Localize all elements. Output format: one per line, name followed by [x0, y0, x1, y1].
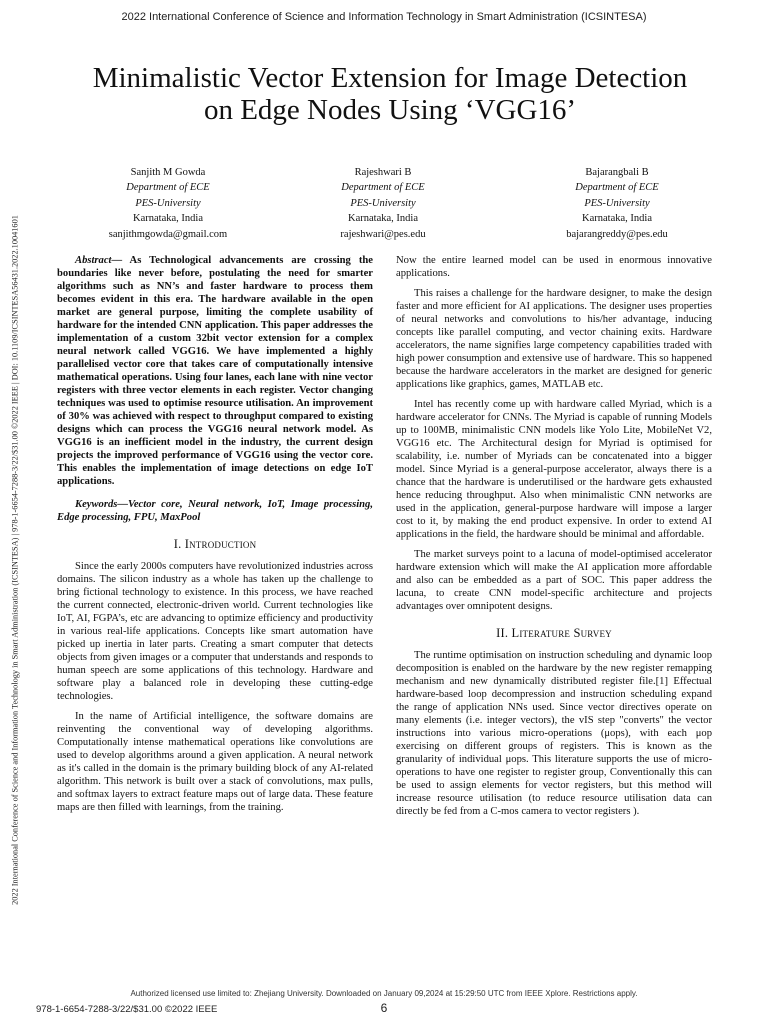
- literature-paragraph: The runtime optimisation on instruction scheduling and dynamic loop decomposition is enabled on the hardware by the new register remapping mechanism and new dynamically distributed register file.[1] Effectual hardware-based loop decompression and instruction scheduling expand the range of application NNs used. Since vector directives operate on many elements (i.e. integer vectors), the vIS step "converts" the vector instructions into various micro-operations (μops), with each μop exercising on different groups of registers. This is known as the granularity of individual μops. This literature supports the use of micro-operations to have one register to register group, Conventionally this can be used to assign elements for vector registers, but this method will increase resource utilisation (to reduce resource utilisation data can directly be fed from a C-mos camera to vector registers ).: [396, 650, 712, 817]
- author-organization: PES-University: [350, 197, 416, 209]
- author-email[interactable]: sanjithmgowda@gmail.com: [108, 228, 228, 240]
- title-line-2: on Edge Nodes Using ‘VGG16’: [203, 94, 577, 126]
- left-column: [57, 254, 373, 821]
- conference-header: 2022 International Conference of Science and Information Technology in Smart Administration (ICSINTESA): [121, 11, 647, 23]
- author-block-3: [507, 165, 727, 242]
- author-name: Rajeshwari B: [354, 167, 412, 178]
- page-number: 6: [380, 1001, 388, 1015]
- author-department: Department of ECE: [575, 182, 659, 194]
- author-organization: PES-University: [584, 197, 650, 209]
- section-heading-introduction: [57, 538, 373, 551]
- body-paragraph-4: The market surveys point to a lacuna of model-optimised accelerator hardware extension which will make the AI application more affordable and also can be embedded as a part of SOC. This paper address the lacuna, to create CNN model-specific architecture and projects advantages over omnipotent designs.: [396, 549, 712, 612]
- section-number: II.: [496, 626, 509, 640]
- body-paragraph-2: This raises a challenge for the hardware designer, to make the design faster and more efficient for AI applications. The designer uses properties of neural networks and convolutions to his/her advantage, inducing concepts like parallel computing, and vector chaining exits. Hardware accelerators, the name signifies large competency capabilities traded with high power consumption and extensive use of hardware. This so happened because the hardware accelerators in the market are designed for generic applications like graphics, games, MATLAB etc.: [396, 288, 712, 390]
- author-department: Department of ECE: [341, 182, 425, 194]
- license-footer-note: Authorized licensed use limited to: Zhejiang University. Downloaded on January 09,2024 at 15:29:50 UTC from IEEE Xplore. Restrictions apply.: [130, 989, 638, 998]
- intro-paragraph-1: Since the early 2000s computers have revolutionized industries across domains. The silicon industry as a whole has taken up the challenge to bring fictional technology to existence. In this process, we have reached the current connected, electronic-driven world. Current technologies like IoT, AI, FGPA’s, etc are advancing to optimize efficiency and productivity in various real-life applications. Concepts like smart automation have picked up inertia in later parts. Creating a smart computer that detects objects from given images or a computer that understands and responds to human speech are some applications of this technology. Hardware and software play a balanced role in developing these cutting-edge technologies.: [57, 561, 373, 702]
- keywords-label: Keywords—: [75, 499, 128, 510]
- author-block-1: [58, 165, 278, 242]
- section-number: I.: [173, 537, 182, 551]
- author-email[interactable]: rajeshwari@pes.edu: [340, 228, 426, 240]
- author-email[interactable]: bajarangreddy@pes.edu: [566, 228, 668, 240]
- section-title: Introduction: [184, 537, 257, 551]
- abstract-paragraph: [57, 254, 373, 488]
- isbn-footer: 978-1-6654-7288-3/22/$31.00 ©2022 IEEE: [36, 1004, 218, 1015]
- keywords-text: Vector core, Neural network, IoT, Image processing, Edge processing, FPU, MaxPool: [57, 499, 373, 523]
- title-line-1: Minimalistic Vector Extension for Image Detection: [92, 62, 688, 94]
- doi-side-text: 2022 International Conference of Science and Information Technology in Smart Administration (ICSINTESA) | 978-1-6654-7288-3/22/$31.00 ©2022 IEEE | DOI: 10.1109/ICSINTESA56431.2022.10041601: [10, 215, 20, 905]
- body-paragraph-3: Intel has recently come up with hardware called Myriad, which is a hardware accelerator for CNNs. The Myriad is capable of running Models up to 100MB, minimalistic CNN models like Yolo Lite, MobileNet V2, VGG16 etc. The Architectural design for Myriad is optimised for scalability, i.e. number of Myriads can be concatenated into a bigger model. Since Myriad is a general-purpose accelerator, always there is a chance that the hardware is underutilised or the hardware gets exhausted hence reducing throughput. Also when minimalistic CNN networks are used in the application, general-purpose hardware will impose a larger cost to it, by making the end product expensive. In order to extend AI applications in the field, the hardware should be minimal and affordable.: [396, 399, 712, 540]
- abstract-label: Abstract: [75, 255, 112, 266]
- author-name: Bajarangbali B: [585, 167, 649, 178]
- author-department: Department of ECE: [126, 182, 210, 194]
- section-title: Literature Survey: [511, 626, 612, 640]
- author-location: Karnataka, India: [582, 213, 652, 225]
- author-organization: PES-University: [135, 197, 201, 209]
- author-block-2: [273, 165, 493, 242]
- keywords-paragraph: [57, 498, 373, 524]
- author-name: Sanjith M Gowda: [130, 167, 206, 178]
- abstract-text: — As Technological advancements are crossing the boundaries like never before, postulating the need for smarter algorithms such as NN’s and faster hardware to process them becomes evident in this era. The hardware available in the open market are general purpose, limiting the complete usability of hardware for the intended CNN application. This paper addresses the implementation of a custom 32bit vector extension for a complex neural network called VGG16. We have implemented a highly parallelised vector core that takes care of computationally intensive mathematical operations. Using four lanes, each lane with nine vector registers with three vector elements in each register. Vector changing techniques was used to optimise resource utilisation. An improvement of 30% was achieved with respect to throughput compared to existing designs which can process the VGG16 neural network model. As VGG16 is an inefficient model in the industry, the current design projects the improved performance of VGG16 using the vector core. This enables the implementation of image detections on edge IoT applications.: [57, 255, 373, 487]
- author-location: Karnataka, India: [133, 213, 203, 225]
- right-column: [396, 254, 712, 825]
- intro-paragraph-2: In the name of Artificial intelligence, the software domains are reinventing the conventional way of developing algorithms. Computationally intense mathematical operations like convolutions are used to develop algorithms around a given application. A neural network as it's called in the domain is the primary building block of any AI-related algorithm. This network is built over a stack of convolutions, max pulls, and softmax layers to extract feature maps out of large data. These feature maps are then filled with learnings, from the training.: [57, 711, 373, 813]
- section-heading-literature-survey: [396, 627, 712, 640]
- body-paragraph-1: Now the entire learned model can be used in enormous innovative applications.: [396, 255, 712, 279]
- paper-title: [40, 62, 740, 126]
- author-location: Karnataka, India: [348, 213, 418, 225]
